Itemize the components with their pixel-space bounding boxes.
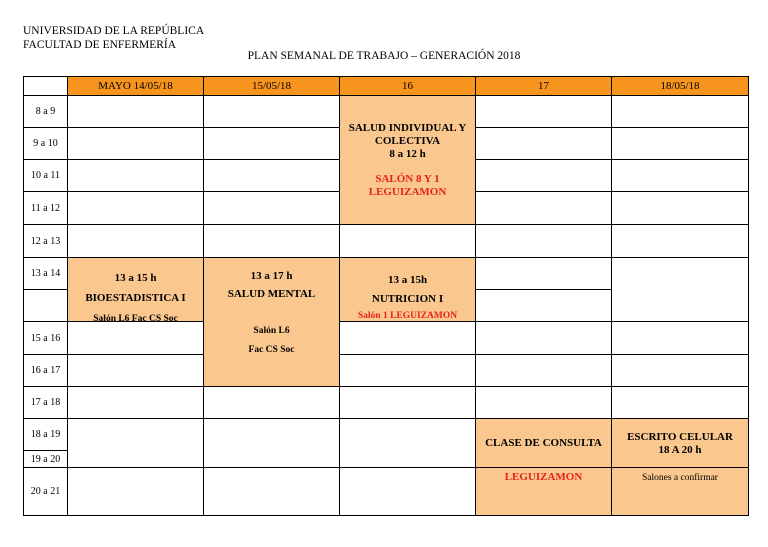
column-header-monday: MAYO 14/05/18: [67, 76, 204, 96]
column-header-friday: 18/05/18: [611, 76, 749, 96]
empty-cell: [67, 159, 204, 192]
empty-cell: [67, 354, 204, 387]
time-slot: 10 a 11: [23, 159, 68, 192]
empty-cell: [475, 321, 612, 355]
event-salud-mental: [203, 257, 340, 387]
event-title: SALUD INDIVIDUAL Y: [348, 122, 467, 134]
column-header-wednesday: 16: [339, 76, 476, 96]
event-title: ESCRITO CELULAR: [627, 431, 733, 443]
empty-cell: [475, 386, 612, 419]
time-slot: 15 a 16: [23, 321, 68, 355]
schedule-table: [23, 76, 749, 516]
empty-cell: [67, 191, 204, 225]
empty-cell: [611, 321, 749, 355]
time-slot: 12 a 13: [23, 224, 68, 258]
empty-cell: [475, 354, 612, 387]
event-location: Salón 1 LEGUIZAMON: [357, 311, 458, 321]
empty-cell: [339, 418, 476, 468]
empty-cell: [203, 418, 340, 468]
empty-cell: [67, 467, 204, 516]
empty-cell: [475, 127, 612, 160]
event-title: CLASE DE CONSULTA: [485, 437, 602, 449]
empty-cell: [339, 386, 476, 419]
university-name: UNIVERSIDAD DE LA REPÚBLICA: [23, 25, 205, 37]
event-title: SALUD MENTAL: [227, 288, 316, 300]
time-slot: [23, 289, 68, 322]
empty-cell: [475, 289, 612, 322]
event-location: LEGUIZAMON: [368, 186, 447, 198]
empty-cell: [203, 159, 340, 192]
page-title: PLAN SEMANAL DE TRABAJO – GENERACIÓN 2018: [247, 50, 521, 62]
empty-cell: [203, 191, 340, 225]
event-location: SALÓN 8 Y 1: [375, 173, 440, 185]
time-slot: 8 a 9: [23, 95, 68, 128]
event-time: 13 a 17 h: [250, 270, 293, 282]
empty-cell: [67, 127, 204, 160]
event-title: COLECTIVA: [374, 135, 441, 147]
time-slot: 17 a 18: [23, 386, 68, 419]
empty-cell: [203, 386, 340, 419]
time-slot: 9 a 10: [23, 127, 68, 160]
empty-cell: [203, 224, 340, 258]
time-slot: 19 a 20: [23, 450, 68, 468]
empty-cell: [475, 191, 612, 225]
empty-cell: [611, 127, 749, 160]
divider: [611, 467, 749, 468]
empty-cell: [475, 257, 612, 290]
faculty-name: FACULTAD DE ENFERMERÍA: [23, 39, 177, 51]
event-location: LEGUIZAMON: [504, 471, 583, 483]
time-slot: 20 a 21: [23, 467, 68, 516]
event-location: Salón L6: [253, 326, 290, 336]
event-salud-individual: [339, 95, 476, 225]
event-time: 13 a 15h: [387, 274, 428, 286]
event-bioestadistica: [67, 257, 204, 322]
event-time: 13 a 15 h: [114, 272, 157, 284]
empty-cell: [203, 95, 340, 128]
empty-cell: [611, 191, 749, 225]
corner-cell: [23, 76, 68, 96]
column-header-tuesday: 15/05/18: [203, 76, 340, 96]
empty-cell: [339, 224, 476, 258]
empty-cell: [475, 95, 612, 128]
empty-cell: [203, 127, 340, 160]
empty-cell: [203, 467, 340, 516]
empty-cell: [611, 224, 749, 258]
time-slot: 18 a 19: [23, 418, 68, 451]
empty-cell: [339, 321, 476, 355]
event-location: Salones a confirmar: [642, 473, 718, 483]
empty-cell: [611, 354, 749, 387]
event-time: 18 A 20 h: [658, 444, 702, 456]
empty-cell: [475, 159, 612, 192]
empty-cell: [611, 95, 749, 128]
time-slot: 13 a 14: [23, 257, 68, 290]
empty-cell: [67, 224, 204, 258]
empty-cell: [475, 224, 612, 258]
event-location: Fac CS Soc: [248, 345, 295, 355]
empty-cell: [611, 159, 749, 192]
event-nutricion: [339, 257, 476, 322]
event-title: BIOESTADISTICA I: [85, 292, 186, 304]
empty-cell: [611, 257, 749, 322]
empty-cell: [611, 386, 749, 419]
time-slot: 11 a 12: [23, 191, 68, 225]
empty-cell: [67, 418, 204, 468]
empty-cell: [339, 354, 476, 387]
event-location: Salón L6 Fac CS Soc: [93, 314, 178, 324]
column-header-thursday: 17: [475, 76, 612, 96]
event-time: 8 a 12 h: [389, 148, 426, 160]
empty-cell: [67, 321, 204, 355]
event-title: NUTRICION I: [371, 293, 444, 305]
time-slot: 16 a 17: [23, 354, 68, 387]
divider: [475, 467, 612, 468]
empty-cell: [339, 467, 476, 516]
empty-cell: [67, 386, 204, 419]
empty-cell: [67, 95, 204, 128]
